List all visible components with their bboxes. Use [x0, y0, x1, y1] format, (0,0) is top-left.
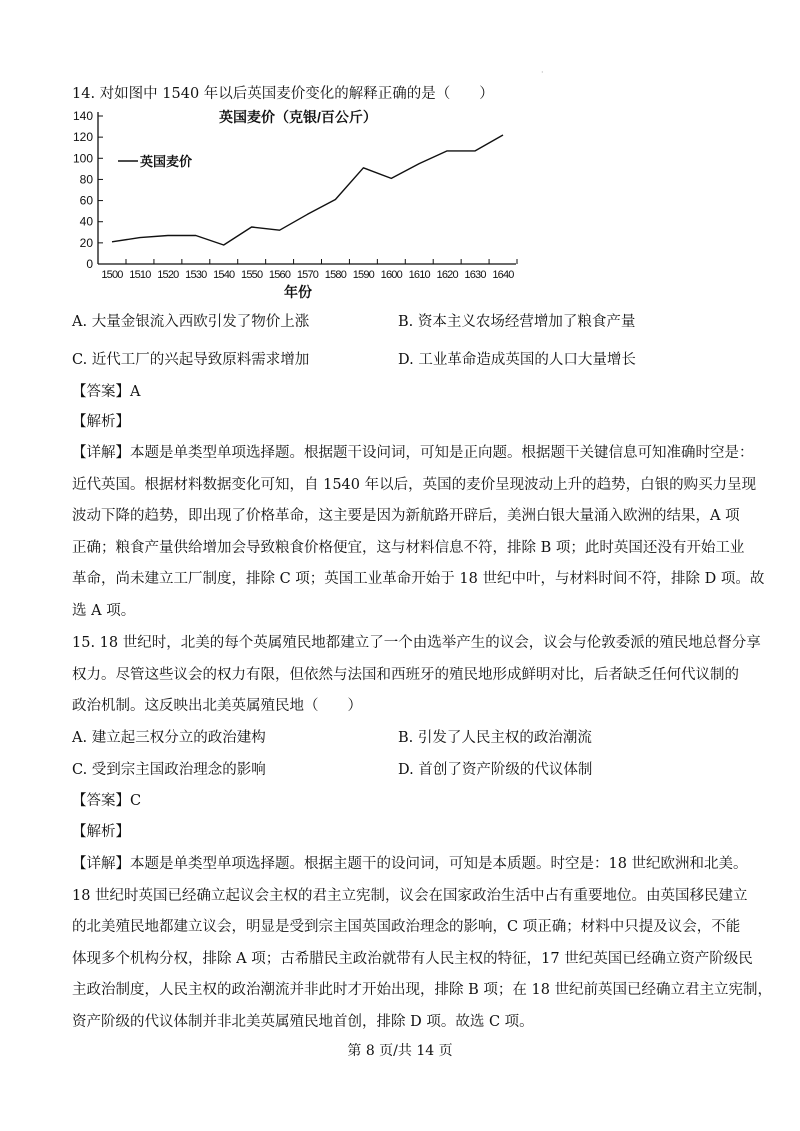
- detail-line: 18 世纪时英国已经确立起议会主权的君主立宪制，议会在国家政治生活中占有重要地位。由英国移民建立: [72, 887, 748, 904]
- detail-line: 的北美殖民地都建立议会，明显是受到宗主国英国政治理念的影响，C 项正确；材料中只提及议会，不能: [72, 919, 741, 936]
- q15-option-c[interactable]: C. 受到宗主国政治理念的影响: [72, 762, 266, 778]
- x-tick-label: 1600: [380, 269, 402, 281]
- y-tick-label: 80: [79, 172, 93, 187]
- x-tick-label: 1550: [241, 269, 263, 281]
- detail-line: 资产阶级的代议体制并非北美英属殖民地首创，排除 D 项。故选 C 项。: [72, 1014, 534, 1030]
- q15-option-d[interactable]: D. 首创了资产阶级的代议体制: [398, 762, 593, 778]
- y-tick-label: 20: [79, 235, 93, 250]
- x-tick-label: 1570: [296, 269, 319, 281]
- y-tick-label: 100: [72, 151, 93, 166]
- page-footer: 第 8 页/共 14 页: [347, 1043, 453, 1059]
- x-tick-label: 1610: [408, 269, 430, 281]
- y-tick-label: 40: [79, 214, 93, 229]
- q14-stem: 14. 对如图中 1540 年以后英国麦价变化的解释正确的是（ ）: [72, 86, 494, 102]
- chart-title: 英国麦价（克银/百公斤）: [219, 109, 377, 125]
- x-tick-label: 1560: [268, 269, 291, 281]
- scan-mark: ·: [541, 68, 544, 77]
- detail-line: 【详解】本题是单类型单项选择题。根据主题干的设问词，可知是本质题。时空是：18 世纪欧洲和北美。: [72, 856, 748, 872]
- q14-analysis-label: 【解析】: [72, 414, 130, 430]
- x-axis-label: 年份: [284, 284, 312, 300]
- detail-line: 正确；粮食产量供给增加会导致粮食价格便宜，这与材料信息不符，排除 B 项；此时英国还没有开始工业: [72, 539, 745, 556]
- q14-option-b[interactable]: B. 资本主义农场经营增加了粮食产量: [398, 314, 636, 330]
- x-tick-label: 1520: [157, 269, 179, 281]
- q14-option-d[interactable]: D. 工业革命造成英国的人口大量增长: [398, 352, 636, 368]
- detail-line: 主政治制度，人民主权的政治潮流并非此时才开始出现，排除 B 项；在 18 世纪前英国已经确立君主立宪制，: [72, 982, 773, 999]
- question-stem-line: 15. 18 世纪时，北美的每个英属殖民地都建立了一个由选举产生的议会，议会与伦敦委派的殖民地总督分享: [72, 635, 761, 651]
- q15-option-b[interactable]: B. 引发了人民主权的政治潮流: [398, 730, 592, 746]
- q14-answer: 【答案】A: [72, 384, 141, 400]
- question-stem-line: 政治机制。这反映出北美英属殖民地（ ）: [72, 698, 362, 715]
- detail-line: 革命，尚未建立工厂制度，排除 C 项；英国工业革命开始于 18 世纪中叶，与材料时间不符，排除 D 项。故: [72, 571, 765, 588]
- q15-answer: 【答案】C: [72, 793, 142, 809]
- x-tick-label: 1530: [185, 269, 207, 281]
- y-tick-label: 60: [79, 193, 93, 208]
- y-tick-label: 120: [72, 130, 93, 145]
- x-tick-label: 1640: [492, 269, 514, 281]
- x-tick-label: 1590: [352, 269, 374, 281]
- x-tick-label: 1510: [129, 269, 151, 281]
- detail-line: 波动下降的趋势，即出现了价格革命，这主要是因为新航路开辟后，美洲白银大量涌入欧洲的结果，A 项: [72, 508, 740, 525]
- detail-line: 体现多个机构分权，排除 A 项；古希腊民主政治就带有人民主权的特征，17 世纪英国已经确立资产阶级民: [72, 950, 753, 967]
- x-tick-label: 1620: [436, 269, 458, 281]
- detail-line: 选 A 项。: [72, 603, 136, 619]
- y-tick-label: 140: [72, 109, 93, 123]
- y-tick-label: 0: [86, 257, 93, 271]
- q15-analysis-label: 【解析】: [72, 824, 130, 840]
- q14-option-a[interactable]: A. 大量金银流入西欧引发了物价上涨: [72, 314, 310, 330]
- series-line-wheat-price: [112, 135, 503, 245]
- x-tick-label: 1500: [101, 269, 123, 281]
- question-stem-line: 权力。尽管这些议会的权力有限，但依然与法国和西班牙的殖民地形成鲜明对比，后者缺乏任何代议制的: [72, 666, 739, 683]
- detail-line: 近代英国。根据材料数据变化可知，自 1540 年以后，英国的麦价呈现波动上升的趋势，白银的购买力呈现: [72, 476, 757, 493]
- wheat-price-chart: [60, 101, 530, 301]
- q15-option-a[interactable]: A. 建立起三权分立的政治建构: [72, 730, 266, 746]
- x-tick-label: 1630: [464, 269, 486, 281]
- q14-option-c[interactable]: C. 近代工厂的兴起导致原料需求增加: [72, 352, 310, 368]
- detail-line: 【详解】本题是单类型单项选择题。根据题干设问词，可知是正向题。根据题干关键信息可知准确时空是：: [72, 445, 754, 461]
- legend-label: 英国麦价: [140, 154, 193, 169]
- x-tick-label: 1540: [213, 269, 235, 281]
- x-tick-label: 1580: [324, 269, 347, 281]
